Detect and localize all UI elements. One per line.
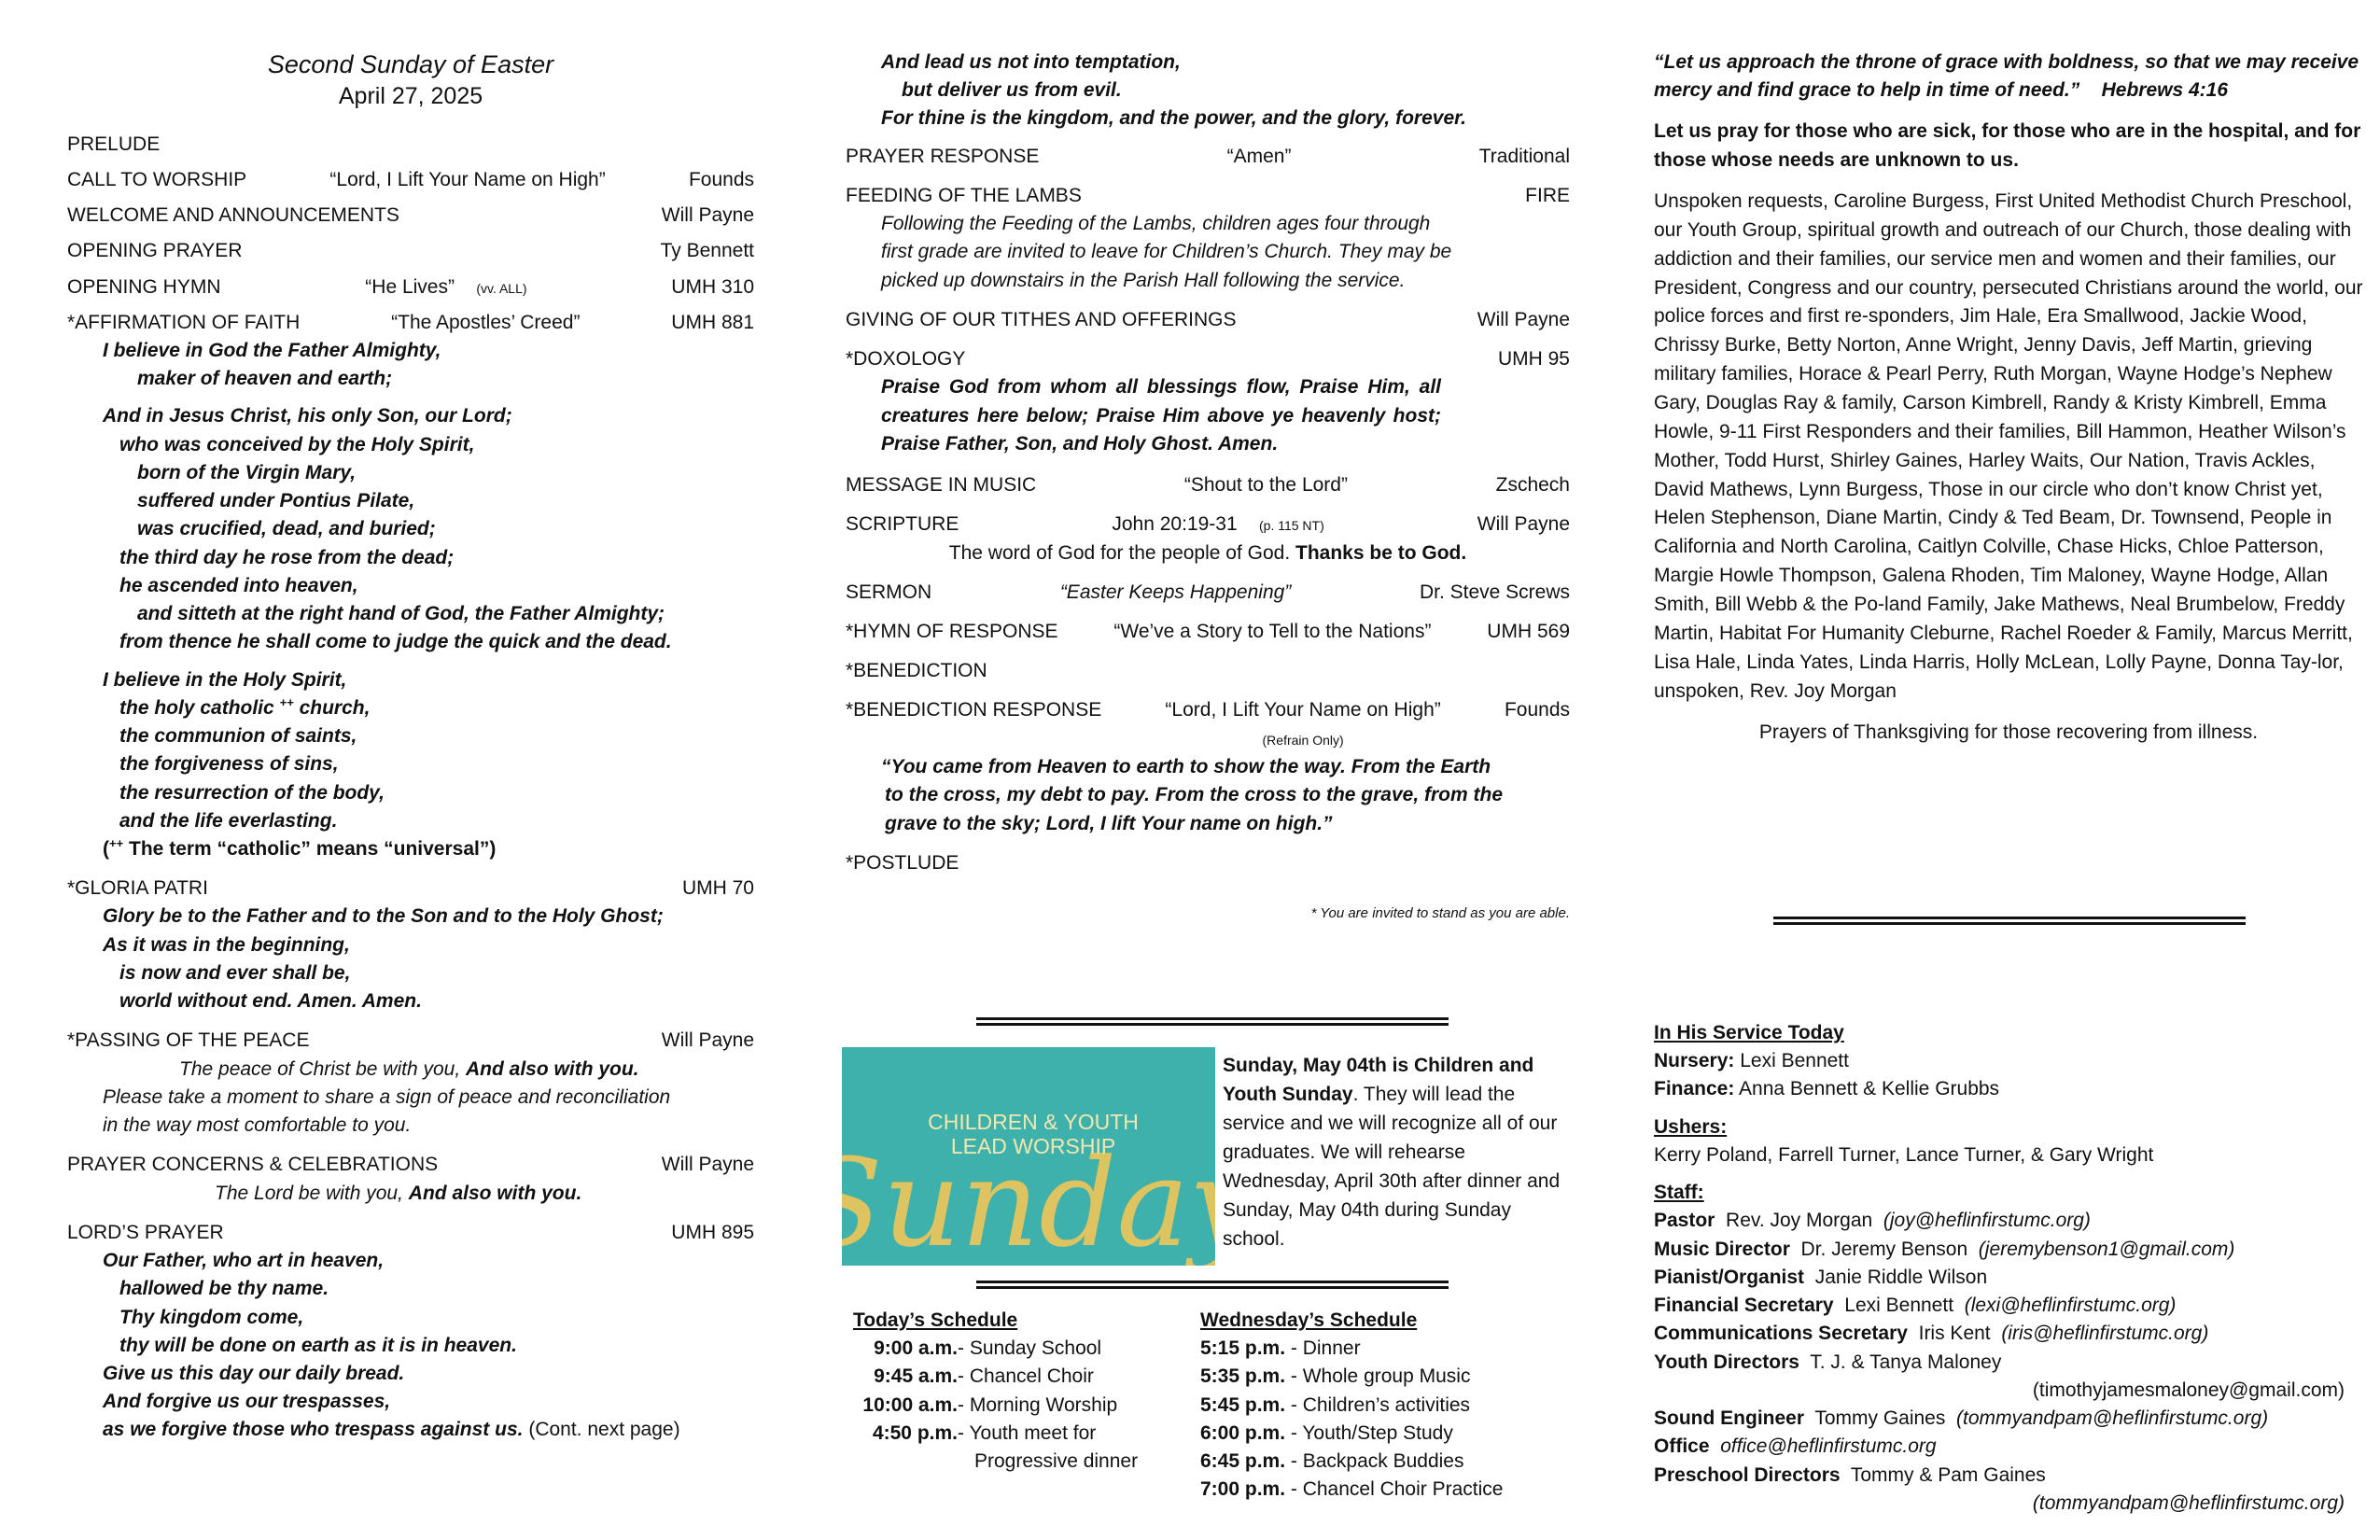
schedule-item: 7:00 p.m. - Chancel Choir Practice xyxy=(1200,1478,1504,1501)
call-to-worship: CALL TO WORSHIP “Lord, I Lift Your Name on High” Founds xyxy=(67,168,754,190)
schedule-item: 5:45 p.m. - Children’s activities xyxy=(1200,1393,1471,1416)
schedule-item: 9:00 a.m. - Sunday School xyxy=(874,1337,1102,1360)
divider-rule-3 xyxy=(1773,917,2246,925)
badge-line2: LEAD WORSHIP xyxy=(950,1134,1116,1158)
gloria-patri: *GLORIA PATRI UMH 70 xyxy=(67,877,754,900)
in-his-service-heading: In His Service Today xyxy=(1654,1022,1844,1043)
wednesday-schedule xyxy=(1200,1307,1574,1505)
peace-text: The peace of Christ be with you, And also with you. Please take a moment to share a sign of peace and reconciliation in the way most comfortable to you. xyxy=(103,1057,671,1137)
catholic-footnote: (++ The term “catholic” means “universal”) xyxy=(103,835,497,860)
staff-heading: Staff: xyxy=(1654,1182,1704,1204)
opening-prayer: OPENING PRAYER Ty Bennett xyxy=(67,240,754,262)
prayer-column xyxy=(1654,49,2363,748)
schedule-item: 9:45 a.m. - Chancel Choir xyxy=(874,1365,1094,1388)
thanksgiving-note: Prayers of Thanksgiving for those recovering from illness. xyxy=(1758,721,2259,744)
gloria-text: Glory be to the Father and to the Son and to the Holy Ghost; As it was in the beginning, is now and ever shall be, world without end. Amen. Amen. xyxy=(103,905,664,1013)
message-in-music: MESSAGE IN MUSIC “Shout to the Lord” Zschech xyxy=(846,474,1570,497)
prayer-concerns: PRAYER CONCERNS & CELEBRATIONS Will Payne xyxy=(67,1154,754,1176)
staff-communications: Communications Secretary Iris Kent (iris@heflinfirstumc.org) xyxy=(1654,1323,2209,1345)
staff-financial-secretary: Financial Secretary Lexi Bennett (lexi@heflinfirstumc.org) xyxy=(1654,1295,2177,1317)
stand-note: * You are invited to stand as you are able. xyxy=(1310,905,1570,922)
staff-pianist: Pianist/Organist Janie Riddle Wilson xyxy=(1654,1266,1988,1288)
sermon: SERMON “Easter Keeps Happening” Dr. Steve Screws xyxy=(846,581,1570,603)
doxology-text: Praise God from whom all blessings flow, Praise Him, all creatures here below; Praise Him above ye heavenly host; Praise Father, Son, and Holy Ghost. Amen. xyxy=(881,376,1441,455)
staff-youth-directors: Youth Directors T. J. & Tanya Maloney xyxy=(1654,1351,2002,1373)
passing-of-peace: *PASSING OF THE PEACE Will Payne xyxy=(67,1029,754,1052)
schedule-item: 6:00 p.m. - Youth/Step Study xyxy=(1200,1421,1453,1444)
postlude: *POSTLUDE xyxy=(846,852,959,875)
welcome: WELCOME AND ANNOUNCEMENTS Will Payne xyxy=(67,204,754,227)
staff-sound-engineer: Sound Engineer Tommy Gaines (tommyandpam@heflinfirstumc.org) xyxy=(1654,1407,2269,1430)
benediction: *BENEDICTION xyxy=(846,660,987,682)
youth-sunday-logo xyxy=(842,1047,1215,1266)
affirmation-of-faith: *AFFIRMATION OF FAITH “The Apostles’ Creed” UMH 881 xyxy=(67,311,754,333)
schedule-item: 5:15 p.m. - Dinner xyxy=(1200,1337,1361,1360)
divider-rule-2 xyxy=(976,1281,1449,1289)
feeding-text: Following the Feeding of the Lambs, children ages four through first grade are invited to leave for Children’s Church. They may be picked up downstairs in the Parish Hall following the service. xyxy=(881,213,1452,291)
ushers-heading: Ushers: xyxy=(1654,1115,1728,1138)
concerns-text: The Lord be with you, And also with you. xyxy=(215,1182,582,1204)
service-title: Second Sunday of Easter xyxy=(267,50,554,78)
feeding-of-lambs: FEEDING OF THE LAMBS FIRE xyxy=(846,184,1570,206)
schedule-item: 5:35 p.m. - Whole group Music xyxy=(1200,1365,1471,1388)
prayer-response: PRAYER RESPONSE “Amen” Traditional xyxy=(846,145,1570,167)
staff-preschool: Preschool Directors Tommy & Pam Gaines xyxy=(1654,1463,2046,1486)
benediction-response: *BENEDICTION RESPONSE “Lord, I Lift Your Name on High” (Refrain Only) Founds xyxy=(846,699,1570,748)
nursery: Nursery: Lexi Bennett xyxy=(1654,1050,1849,1072)
schedule-item: 6:45 p.m. - Backpack Buddies xyxy=(1200,1450,1464,1473)
opening-hymn: OPENING HYMN “He Lives” (vv. ALL) UMH 310 xyxy=(67,275,754,298)
youth-email: (timothyjamesmaloney@gmail.com) xyxy=(2032,1379,2345,1401)
preschool-email: (tommyandpam@heflinfirstumc.org) xyxy=(2032,1491,2345,1514)
staff-music-director: Music Director Dr. Jeremy Benson (jeremybenson1@gmail.com) xyxy=(1654,1238,2235,1260)
lords-prayer: LORD’S PRAYER UMH 895 xyxy=(67,1221,754,1243)
order-of-worship-column-2 xyxy=(846,49,1570,924)
todays-schedule-heading: Today’s Schedule xyxy=(853,1309,1018,1331)
ushers: Kerry Poland, Farrell Turner, Lance Turner, & Gary Wright xyxy=(1654,1143,2154,1166)
service-date: April 27, 2025 xyxy=(338,83,483,110)
todays-schedule: Today’s Schedule 9:00 a.m. - Sunday School 9:45 a.m. - Chancel Choir 10:00 a.m. - Morning Worship 4:50 p.m. - Youth meet for Progressive dinner xyxy=(853,1307,1161,1476)
service-staff-block xyxy=(1654,1019,2345,1518)
prayer-heading: Let us pray for those who are sick, for those who are in the hospital, and for those whose needs are unknown to us. xyxy=(1654,120,2361,171)
schedule-item: 4:50 p.m. - Youth meet for xyxy=(872,1421,1097,1444)
youth-sunday-graphic xyxy=(842,1047,1215,1266)
scripture: SCRIPTURE John 20:19-31 (p. 115 NT) Will Payne xyxy=(846,513,1570,536)
prelude: PRELUDE xyxy=(67,133,161,155)
lords-prayer-continued: And lead us not into temptation, but deliver us from evil. For thine is the kingdom, and the power, and the glory, forever. xyxy=(881,51,1466,130)
divider-rule xyxy=(976,1017,1449,1026)
youth-sunday-announcement: Sunday, May 04th is Children and Youth Sunday. They will lead the service and we will recognize all of our graduates. We will rehearse Wednesday, April 30th after dinner and Sunday, May 04th during Sunday school. xyxy=(1223,1055,1561,1251)
hymn-of-response: *HYMN OF RESPONSE “We’ve a Story to Tell to the Nations” UMH 569 xyxy=(846,620,1570,642)
lords-prayer-text: Our Father, who art in heaven, hallowed be thy name. Thy kingdom come, thy will be done on earth as it is in heaven. Give us this day our daily bread. And forgive us our trespasses, as we forgive those who trespass against us. (Cont. next page) xyxy=(103,1250,680,1441)
apostles-creed: I believe in God the Father Almighty, maker of heaven and earth; And in Jesus Christ, his only Son, our Lord; who was conceived by the Holy Spirit, born of the Virgin Mary, suffered under Pontius Pilate, was crucified, dead, and buried; the third day he rose from the dead; he ascended into heaven, and sitteth at the right hand of God, the Father Almighty; from thence he shall come to judge the quick and the dead. I believe in the Holy Spirit, the holy catholic ++ church, the communion of saints, the forgiveness of sins, the resurrection of the body, and the life everlasting. (++ The term “catholic” means “universal”) xyxy=(67,337,754,863)
benediction-text: “You came from Heaven to earth to show the way. From the Earth to the cross, my debt to pay. From the cross to the grave, from the grave to the sky; Lord, I lift Your name on high.” xyxy=(881,755,1504,834)
finance: Finance: Anna Bennett & Kellie Grubbs xyxy=(1654,1078,2000,1100)
schedule-item: 10:00 a.m. - Morning Worship xyxy=(862,1393,1118,1416)
staff-pastor: Pastor Rev. Joy Morgan (joy@heflinfirstumc.org) xyxy=(1654,1210,2091,1232)
staff-office: Office office@heflinfirstumc.org xyxy=(1654,1435,1937,1458)
tithes-offerings: GIVING OF OUR TITHES AND OFFERINGS Will Payne xyxy=(846,308,1570,330)
prayer-list: Unspoken requests, Caroline Burgess, First United Methodist Church Preschool, our Youth Group, spiritual growth and outreach of our Church, those dealing with addiction and their families, our service men and women and their families, our President, Congress and our country, persecuted Christians around the world, our police forces and first re-sponders, Jim Hale, Era Smallwood, Jackie Wood, Chrissy Burke, Betty Norton, Anne Wright, Jenny Davis, Jeff Martin, grieving military families, Horace & Pearl Perry, Ruth Morgan, Wayne Hodge’s Nephew Gary, Douglas Ray & family, Carson Kimbrell, Randy & Kristy Kimbrell, Emma Howle, 9-11 First Responders and their families, Bill Hammon, Heather Wilson’s Mother, Todd Hurst, Shirley Gaines, Harley Waits, Our Nation, Travis Ackles, David Mathews, Lynn Burgess, Those in our circle who don’t know Christ yet, Helen Stephenson, Diane Martin, Cindy & Ted Beam, Dr. Townsend, People in California and North Carolina, Caitlyn Colville, Chase Hicks, Chloe Patterson, Margie Howle Thompson, Galena Rhoden, Tim Maloney, Wayne Hodge, Allan Smith, Bill Webb & the Po-land Family, Jake Mathews, Neal Brumbelow, Freddy Martin, Habitat For Humanity Cleburne, Rachel Roeder & Family, Marcus Merritt, Lisa Hale, Linda Yates, Linda Harris, Holly McLean, Lolly Payne, Donna Tay-lor, unspoken, Rev. Joy Morgan xyxy=(1654,189,2363,702)
order-of-worship-column-1 xyxy=(67,49,754,1445)
scripture-response: The word of God for the people of God. Thanks be to God. xyxy=(948,541,1467,564)
badge-script-text: unda xyxy=(882,1132,1189,1266)
doxology: *DOXOLOGY UMH 95 xyxy=(846,348,1570,371)
wednesday-schedule-heading: Wednesday’s Schedule xyxy=(1200,1309,1418,1331)
badge-line1: CHILDREN & YOUTH xyxy=(928,1110,1139,1134)
scripture-verse: “Let us approach the throne of grace with boldness, so that we may receive mercy and find grace to help in time of need.” Hebrews 4:16 xyxy=(1654,51,2359,102)
